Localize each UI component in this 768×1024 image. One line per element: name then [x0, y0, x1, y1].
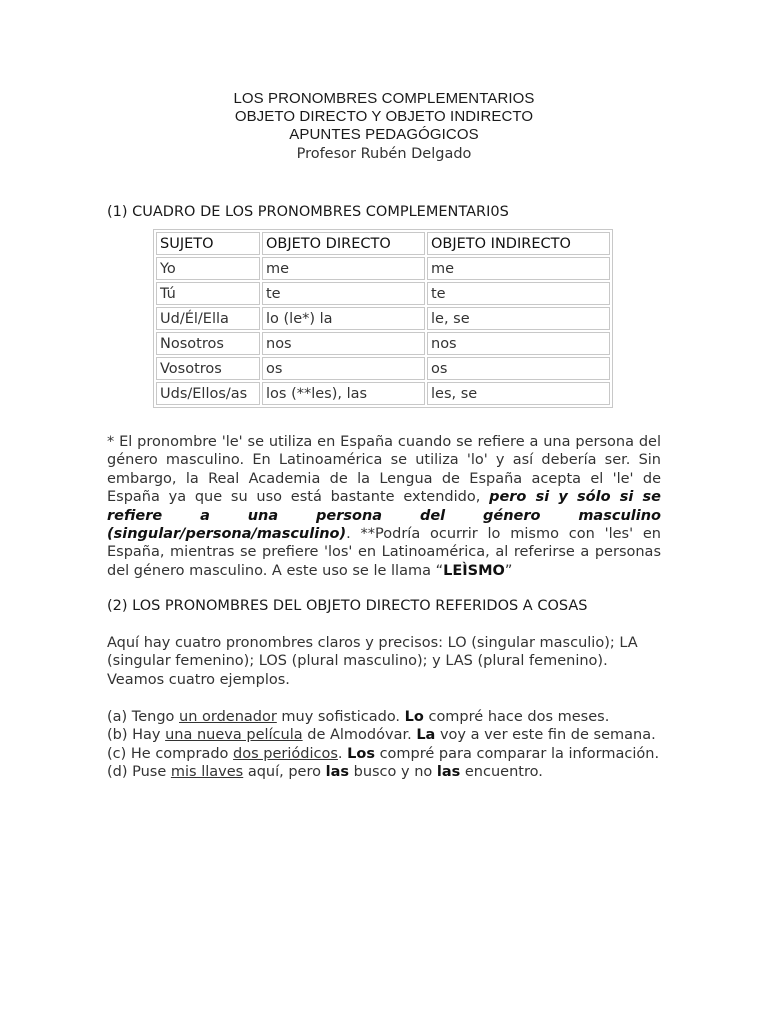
table-cell: Ud/Él/Ella [156, 307, 260, 330]
table-row [156, 307, 610, 330]
table-row [156, 257, 610, 280]
example-object: mis llaves [170, 764, 244, 781]
title-line-3: APUNTES PEDAGÓGICOS [289, 126, 479, 143]
note-text-3: ” [504, 562, 513, 579]
table-header-cell: SUJETO [156, 232, 260, 255]
example-item [107, 745, 661, 763]
section-1-heading: (1) CUADRO DE LOS PRONOMBRES COMPLEMENTARI0S [107, 204, 509, 220]
note-emphasis: pero si y sólo si se refiere a una persona del género masculino (singular/persona/masculino) [107, 489, 661, 543]
example-text: busco y no [349, 764, 437, 781]
example-item [107, 708, 661, 726]
example-text: aquí, pero [243, 764, 326, 781]
table-cell: los (**les), las [262, 382, 425, 405]
leismo-term: LEÌSMO [443, 562, 505, 579]
example-item [107, 726, 661, 744]
example-text: muy sofisticado. [276, 709, 405, 725]
example-object: un ordenador [179, 709, 277, 725]
example-text: (b) Hay [107, 727, 166, 744]
table-cell: Yo [156, 257, 260, 280]
table-cell: Uds/Ellos/as [156, 382, 260, 405]
section-2-heading: (2) LOS PRONOMBRES DEL OBJETO DIRECTO REFERIDOS A COSAS [107, 598, 588, 614]
example-object: una nueva película [165, 727, 303, 744]
example-text: (c) He comprado [107, 745, 234, 762]
table-cell: Vosotros [156, 357, 260, 380]
example-text: . [337, 745, 348, 762]
pronoun-table [153, 229, 613, 408]
table-cell: lo (le*) la [262, 307, 425, 330]
example-pronoun: Los [347, 745, 375, 762]
table-cell: Nosotros [156, 332, 260, 355]
example-pronoun: Lo [404, 709, 424, 725]
example-pronoun: las [436, 764, 461, 781]
section-2-intro: Aquí hay cuatro pronombres claros y precisos: LO (singular masculio); LA (singular femenino); LOS (plural masculino); y LAS (plural femenino). Veamos cuatro ejemplos. [107, 635, 638, 688]
example-pronoun: La [416, 727, 436, 744]
example-pronoun: las [325, 764, 349, 781]
table-cell: os [262, 357, 425, 380]
table-cell: te [427, 282, 610, 305]
table-cell: le, se [427, 307, 610, 330]
table-cell: les, se [427, 382, 610, 405]
table-cell: nos [427, 332, 610, 355]
example-text: encuentro. [460, 764, 543, 781]
table-row [156, 332, 610, 355]
title-block [0, 90, 768, 164]
example-text: compré para comparar la información. [374, 745, 660, 762]
table-cell: os [427, 357, 610, 380]
table-row [156, 282, 610, 305]
table-cell: nos [262, 332, 425, 355]
title-line-1: LOS PRONOMBRES COMPLEMENTARIOS [233, 90, 535, 107]
example-text: de Almodóvar. [302, 727, 417, 744]
table-cell: me [262, 257, 425, 280]
example-text: voy a ver este fin de semana. [435, 727, 656, 744]
author-line: Profesor Rubén Delgado [296, 146, 472, 162]
table-cell: Tú [156, 282, 260, 305]
table-row [156, 357, 610, 380]
table-cell: me [427, 257, 610, 280]
note-text-1: * El pronombre 'le' se utiliza en España cuando se refiere a una persona del género masculino. En Latinoamérica se utiliza 'lo' y así debería ser. Sin embargo, la Real Academia de la Lengua de España acepta el 'le' de España ya que su uso está bastante extendido, [107, 434, 661, 506]
title-line-2: OBJETO DIRECTO Y OBJETO INDIRECTO [234, 108, 534, 125]
note-text-2: . **Podría ocurrir lo mismo con 'les' en España, mientras se prefiere 'los' en Latinoamérica, al referirse a personas del género masculino. A este uso se le llama “ [107, 526, 661, 579]
example-object: dos periódicos [233, 745, 338, 762]
leismo-note [107, 433, 661, 580]
table-header-cell: OBJETO INDIRECTO [427, 232, 610, 255]
examples-list [107, 708, 661, 782]
table-header-cell: OBJETO DIRECTO [262, 232, 425, 255]
table-header-row [156, 232, 610, 255]
table-row [156, 382, 610, 405]
example-item [107, 763, 661, 781]
example-text: (a) Tengo [107, 709, 179, 725]
example-text: (d) Puse [107, 764, 171, 781]
table-cell: te [262, 282, 425, 305]
example-text: compré hace dos meses. [423, 709, 610, 725]
